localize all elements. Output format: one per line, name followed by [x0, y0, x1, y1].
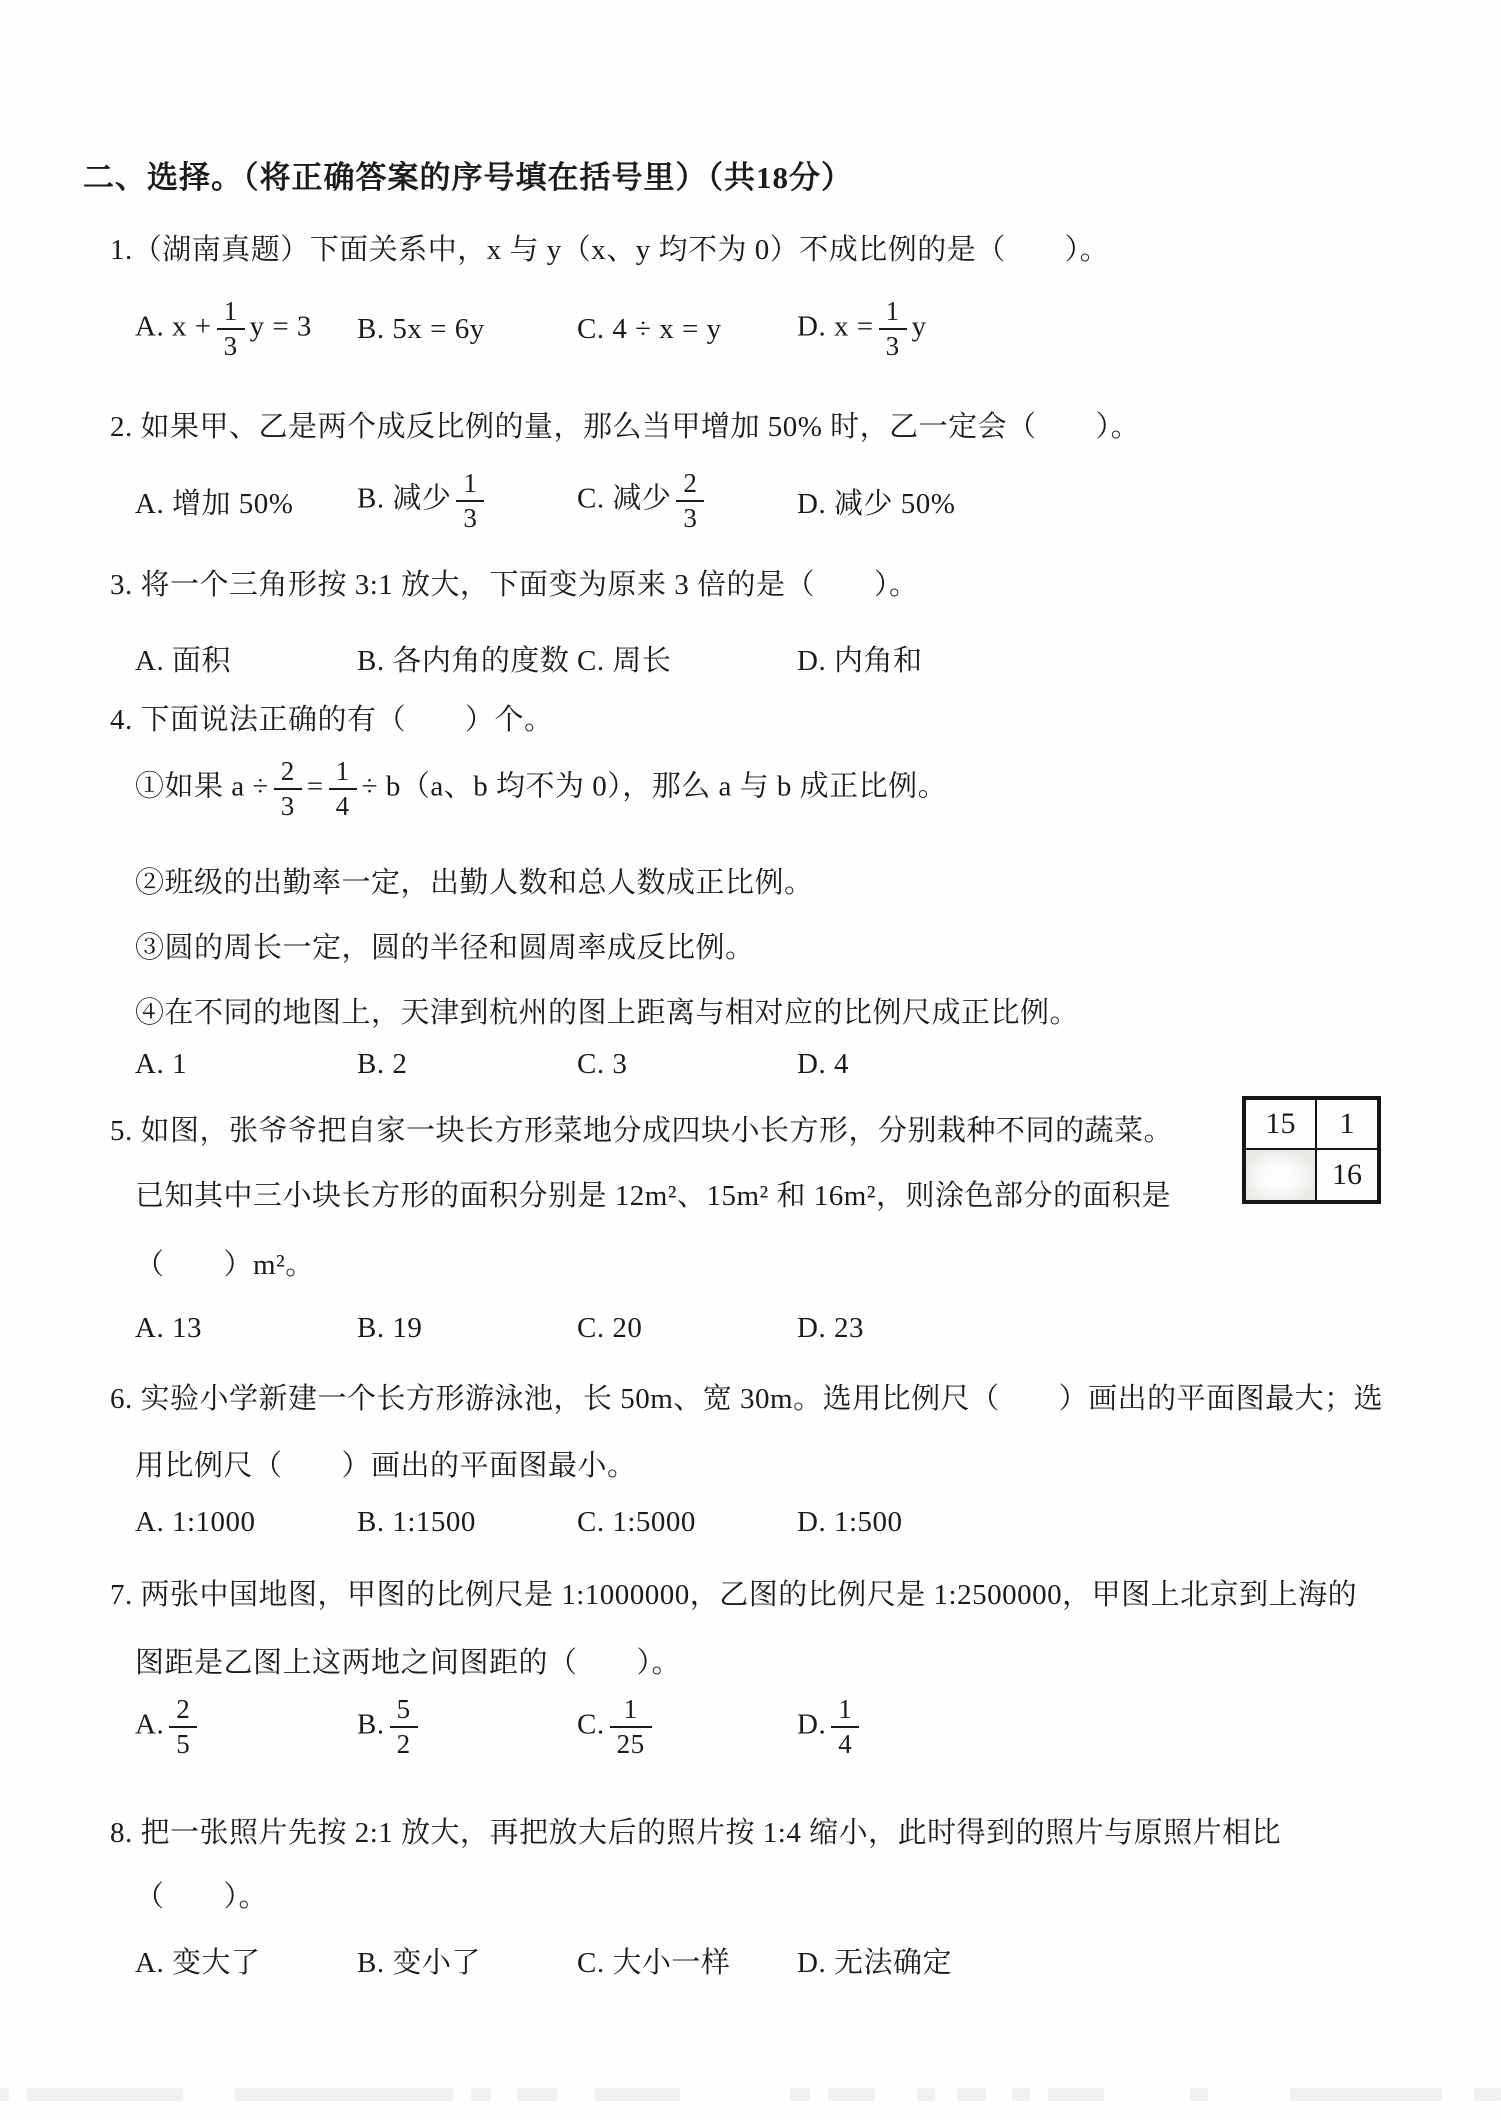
q8-option-a: A. 变大了	[135, 1947, 261, 1979]
q6-option-a: A. 1:1000	[135, 1506, 256, 1538]
cut-off-text-artifact	[0, 2088, 1501, 2102]
q7-option-b-label: B.	[357, 1708, 385, 1741]
q2-options	[135, 468, 955, 534]
q2-option-c	[577, 468, 797, 534]
fraction	[169, 1694, 197, 1760]
fraction	[217, 296, 245, 362]
fraction-numerator: 1	[217, 296, 245, 330]
q1-option-a-post: y = 3	[249, 310, 312, 343]
q4-option-c: C. 3	[577, 1048, 628, 1080]
fraction-numerator: 2	[169, 1694, 197, 1728]
q2-option-c-label: C. 减少	[577, 482, 672, 515]
fraction-numerator: 1	[879, 296, 907, 330]
q3-option-d: D. 内角和	[797, 645, 923, 677]
fraction-denominator: 3	[683, 503, 698, 534]
q4-statement-3: ③圆的周长一定，圆的半径和圆周率成反比例。	[135, 932, 755, 964]
q4-statement-1-post: ÷ b（a、b 均不为 0），那么 a 与 b 成正比例。	[361, 770, 948, 803]
q7-option-c-label: C.	[577, 1708, 605, 1741]
q5-option-a: A. 13	[135, 1312, 202, 1344]
fraction-numerator: 1	[329, 756, 357, 790]
q4-option-d: D. 4	[797, 1048, 849, 1080]
q8-options	[135, 1940, 952, 1981]
q1-stem: 1.（湖南真题）下面关系中，x 与 y（x、y 均不为 0）不成比例的是（ ）。	[110, 234, 1110, 266]
q1-option-c: C. 4 ÷ x = y	[577, 312, 722, 345]
q3-stem: 3. 将一个三角形按 3:1 放大，下面变为原来 3 倍的是（ ）。	[110, 569, 919, 601]
q4-statement-4: ④在不同的地图上，天津到杭州的图上距离与相对应的比例尺成正比例。	[135, 997, 1080, 1029]
q7-option-a-label: A.	[135, 1708, 165, 1741]
fraction-denominator: 2	[396, 1729, 411, 1760]
fraction	[456, 468, 484, 534]
q4-statement-2: ②班级的出勤率一定，出勤人数和总人数成正比例。	[135, 867, 814, 899]
q2-option-d: D. 减少 50%	[797, 487, 956, 520]
q1-option-b: B. 5x = 6y	[357, 312, 485, 345]
fraction	[676, 468, 704, 534]
q1-option-a	[135, 296, 357, 362]
q1-option-d-post: y	[911, 310, 927, 343]
q8-option-b: B. 变小了	[357, 1947, 481, 1979]
q7-stem-line1: 7. 两张中国地图，甲图的比例尺是 1:1000000，乙图的比例尺是 1:2500000，甲图上北京到上海的	[110, 1579, 1358, 1611]
q2-option-a: A. 增加 50%	[135, 487, 294, 520]
fraction-numerator: 1	[610, 1694, 652, 1728]
q5-option-b: B. 19	[357, 1312, 423, 1344]
q3-option-c: C. 周长	[577, 645, 672, 677]
fraction-numerator: 1	[831, 1694, 859, 1728]
q1-option-d	[797, 296, 927, 362]
q5-stem-line3: （ ）m²。	[135, 1249, 315, 1281]
fraction	[390, 1694, 418, 1760]
q2-option-b-label: B. 减少	[357, 482, 452, 515]
q4-statement-1	[135, 756, 947, 822]
q1-options	[135, 296, 927, 362]
q8-option-d: D. 无法确定	[797, 1947, 952, 1979]
fraction	[831, 1694, 859, 1760]
fraction	[329, 756, 357, 822]
q3-option-a: A. 面积	[135, 645, 231, 677]
q1-option-a-pre: A. x +	[135, 310, 212, 343]
q4-statement-1-mid: =	[306, 770, 324, 803]
q5-options	[135, 1312, 864, 1345]
q6-option-c: C. 1:5000	[577, 1506, 696, 1538]
fraction-denominator: 4	[838, 1729, 853, 1760]
q2-stem: 2. 如果甲、乙是两个成反比例的量，那么当甲增加 50% 时，乙一定会（ ）。	[110, 411, 1141, 443]
q6-stem-line1: 6. 实验小学新建一个长方形游泳池，长 50m、宽 30m。选用比例尺（ ）画出的平面图最大；选	[110, 1383, 1384, 1415]
q7-option-a	[135, 1694, 357, 1760]
q6-option-b: B. 1:1500	[357, 1506, 476, 1538]
q5-option-c: C. 20	[577, 1312, 643, 1344]
q4-options	[135, 1048, 849, 1081]
q4-stem: 4. 下面说法正确的有（ ）个。	[110, 704, 554, 736]
fraction	[879, 296, 907, 362]
section-title: 二、选择。（将正确答案的序号填在括号里）（共18分）	[83, 160, 853, 195]
q3-options	[135, 638, 922, 679]
fraction-numerator: 2	[676, 468, 704, 502]
q6-options	[135, 1506, 903, 1539]
q5-figure-cell-top-right: 1	[1316, 1099, 1378, 1149]
q5-option-d: D. 23	[797, 1312, 864, 1344]
q6-stem-line2: 用比例尺（ ）画出的平面图最小。	[135, 1450, 637, 1482]
fraction-denominator: 3	[463, 503, 478, 534]
fraction-denominator: 3	[280, 791, 295, 822]
q5-figure-cell-top-left: 15	[1245, 1099, 1316, 1149]
q5-figure-shaded-cell	[1245, 1149, 1316, 1201]
q2-option-b	[357, 468, 577, 534]
q4-statement-1-pre: ①如果 a ÷	[135, 770, 269, 803]
fraction-denominator: 3	[885, 331, 900, 362]
q6-option-d: D. 1:500	[797, 1506, 903, 1538]
q8-option-c: C. 大小一样	[577, 1947, 731, 1979]
q4-option-a: A. 1	[135, 1048, 187, 1080]
fraction-numerator: 1	[456, 468, 484, 502]
q8-stem-line2: （ ）。	[135, 1881, 269, 1913]
q5-stem-line1: 5. 如图，张爷爷把自家一块长方形菜地分成四块小长方形，分别栽种不同的蔬菜。	[110, 1115, 1174, 1147]
q7-stem-line2: 图距是乙图上这两地之间图距的（ ）。	[135, 1647, 682, 1679]
fraction-numerator: 2	[274, 756, 302, 790]
q5-figure-cell-bottom-right: 16	[1316, 1149, 1378, 1201]
q3-option-b: B. 各内角的度数	[357, 645, 570, 677]
q8-stem-line1: 8. 把一张照片先按 2:1 放大，再把放大后的照片按 1:4 缩小，此时得到的照片与原照片相比	[110, 1817, 1282, 1849]
fraction-denominator: 25	[616, 1729, 645, 1760]
fraction	[274, 756, 302, 822]
q7-option-d	[797, 1694, 864, 1760]
q5-figure	[1242, 1096, 1381, 1204]
fraction	[610, 1694, 652, 1760]
q7-options	[135, 1694, 864, 1760]
q4-option-b: B. 2	[357, 1048, 408, 1080]
q7-option-b	[357, 1694, 577, 1760]
q7-option-d-label: D.	[797, 1708, 827, 1741]
q7-option-c	[577, 1694, 797, 1760]
fraction-numerator: 5	[390, 1694, 418, 1728]
fraction-denominator: 3	[223, 331, 238, 362]
fraction-denominator: 4	[335, 791, 350, 822]
q1-option-d-pre: D. x =	[797, 310, 874, 343]
q5-stem-line2: 已知其中三小块长方形的面积分别是 12m²、15m² 和 16m²，则涂色部分的面积是	[135, 1180, 1172, 1212]
fraction-denominator: 5	[176, 1729, 191, 1760]
